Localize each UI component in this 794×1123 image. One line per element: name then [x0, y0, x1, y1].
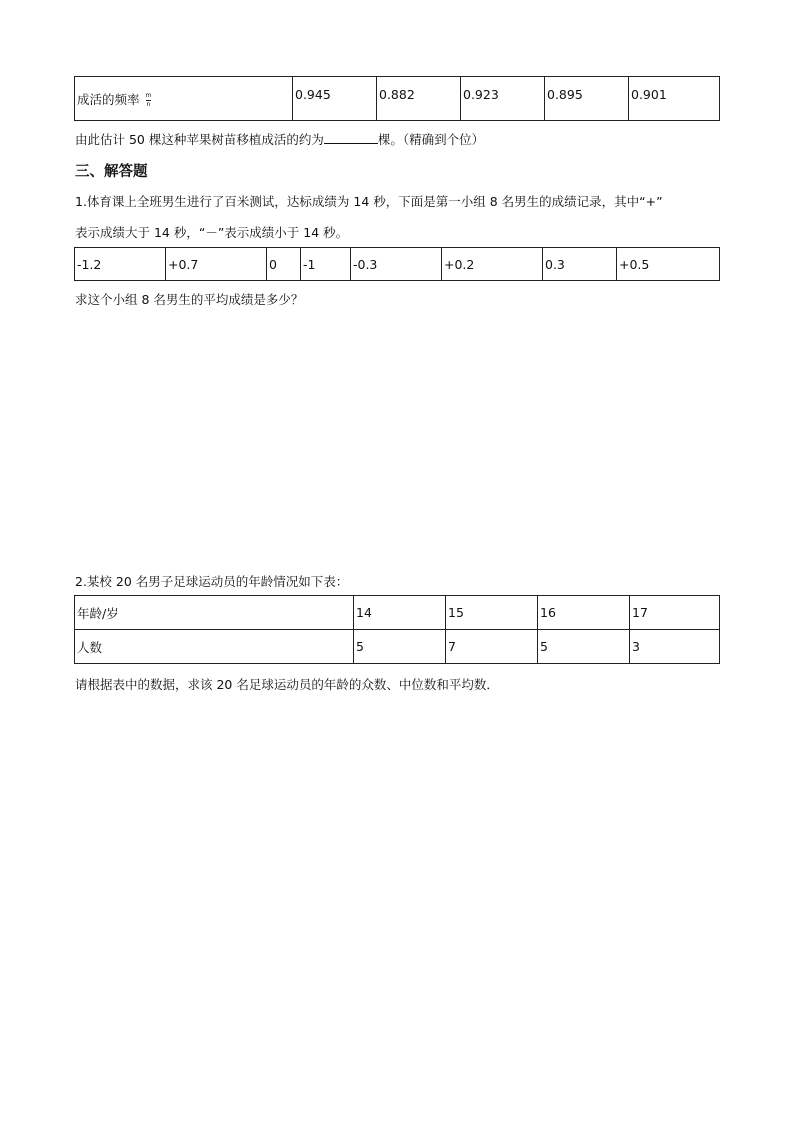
q1-text-line1: 1.体育课上全班男生进行了百米测试，达标成绩为 14 秒，下面是第一小组 8 名男生的成绩记录，其中“+” [75, 194, 663, 209]
result-value: -1.2 [75, 248, 166, 281]
survival-frequency-table [74, 76, 720, 121]
table-row [75, 630, 720, 664]
frequency-value: 0.901 [629, 77, 720, 121]
result-value: +0.5 [617, 248, 720, 281]
q1-question: 求这个小组 8 名男生的平均成绩是多少？ [75, 292, 304, 307]
fraction-denominator: n [146, 100, 151, 108]
result-value: 0.3 [543, 248, 617, 281]
estimate-text-after: 棵。（精确到个位） [377, 132, 485, 147]
age-row-label: 年龄/岁 [75, 596, 354, 630]
count-value: 5 [354, 630, 446, 664]
age-value: 15 [446, 596, 538, 630]
age-value: 17 [630, 596, 720, 630]
age-value: 16 [538, 596, 630, 630]
count-row-label: 人数 [75, 630, 354, 664]
frequency-label: 成活的频率 [77, 91, 140, 107]
estimate-sentence [75, 130, 484, 148]
estimate-text-before: 由此估计 50 棵这种苹果树苗移植成活的约为 [75, 132, 324, 147]
section-heading: 三、解答题 [75, 164, 148, 180]
result-value: 0 [267, 248, 301, 281]
count-value: 5 [538, 630, 630, 664]
frequency-value: 0.945 [293, 77, 377, 121]
q1-text-line2: 表示成绩大于 14 秒，“－”表示成绩小于 14 秒。 [75, 225, 349, 240]
fraction-m-over-n [146, 93, 152, 108]
q2-intro: 2.某校 20 名男子足球运动员的年龄情况如下表： [75, 574, 349, 589]
table-row [75, 248, 720, 281]
frequency-label-cell [75, 77, 293, 121]
ages-table [74, 595, 720, 664]
fraction-numerator: m [145, 91, 152, 99]
result-value: +0.2 [442, 248, 543, 281]
result-value: -0.3 [351, 248, 442, 281]
frequency-value: 0.895 [545, 77, 629, 121]
frequency-value: 0.923 [461, 77, 545, 121]
table-row [75, 596, 720, 630]
count-value: 3 [630, 630, 720, 664]
sprint-results-table [74, 247, 720, 281]
result-value: +0.7 [166, 248, 267, 281]
count-value: 7 [446, 630, 538, 664]
answer-blank [324, 131, 378, 144]
age-value: 14 [354, 596, 446, 630]
result-value: -1 [301, 248, 351, 281]
table-row [75, 77, 720, 121]
frequency-value: 0.882 [377, 77, 461, 121]
q2-question: 请根据表中的数据，求该 20 名足球运动员的年龄的众数、中位数和平均数． [75, 677, 499, 692]
